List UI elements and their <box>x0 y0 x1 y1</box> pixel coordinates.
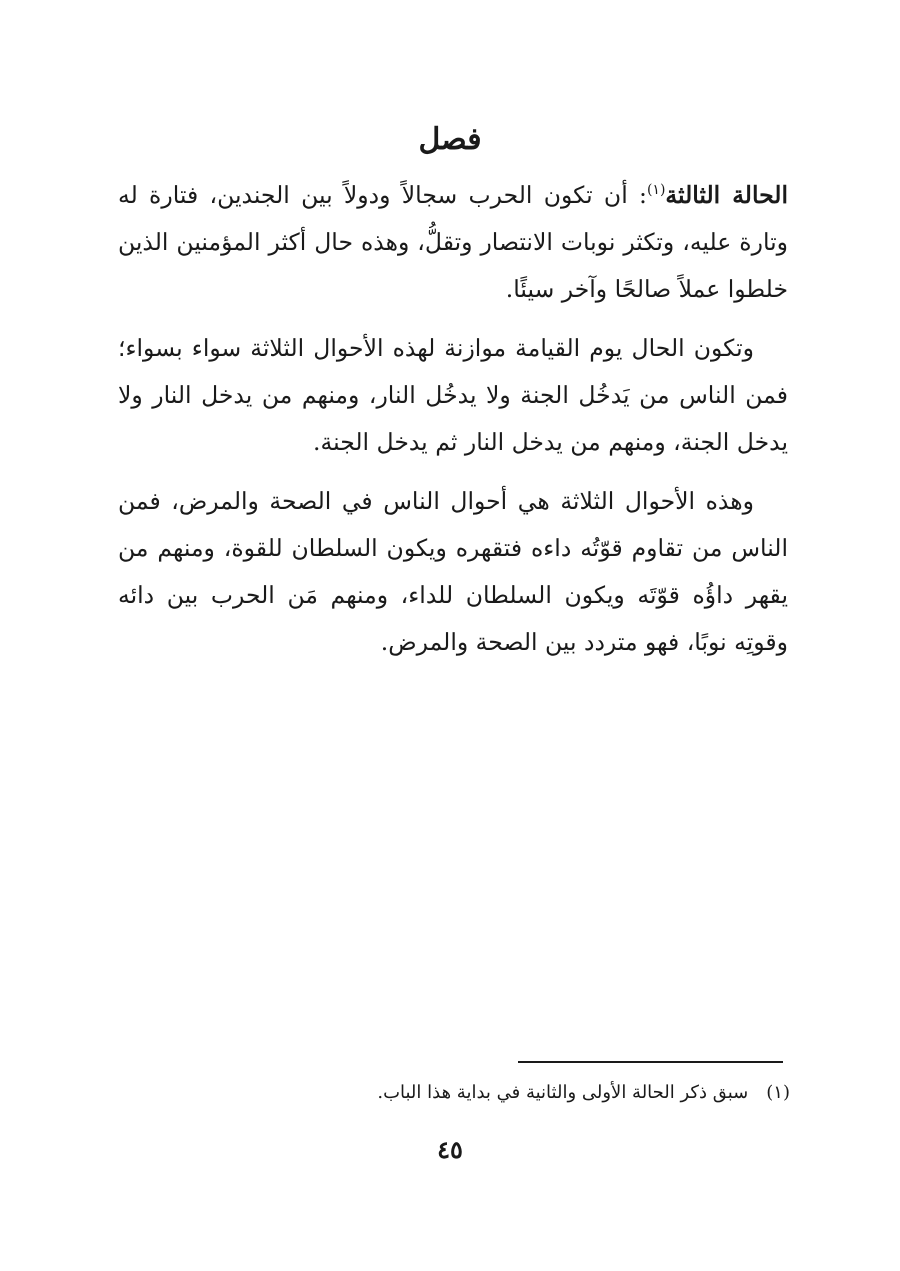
paragraph-3: وهذه الأحوال الثلاثة هي أحوال الناس في الصحة والمرض، فمن الناس من تقاوم قوّتُه داءه فتقهره ويكون السلطان للقوة، ومنهم من يقهر داؤُه قوّتَه ويكون السلطان للداء، ومنهم مَن الحرب بين دائه وقوتِه نوبًا، فهو متردد بين الصحة والمرض. <box>118 487 788 656</box>
page-number: ٤٥ <box>437 1135 463 1164</box>
section-heading: فصل <box>418 122 482 157</box>
footnote-text: سبق ذكر الحالة الأولى والثانية في بداية هذا الباب. <box>377 1082 749 1103</box>
footnote-divider <box>518 1061 783 1063</box>
footnote <box>118 1078 790 1108</box>
paragraph-1 <box>118 172 788 313</box>
case-title: الحالة الثالثة <box>665 181 788 209</box>
footnote-number: (١) <box>766 1082 790 1103</box>
body-text <box>118 172 788 678</box>
paragraph-1-text: : أن تكون الحرب سجالاً ودولاً بين الجندين، فتارة له وتارة عليه، وتكثر نوبات الانتصار وتقلُّ، وهذه حال أكثر المؤمنين الذين خلطوا عملاً صالحًا وآخر سيئًا. <box>118 181 788 303</box>
paragraph-2: وتكون الحال يوم القيامة موازنة لهذه الأحوال الثلاثة سواء بسواء؛ فمن الناس من يَدخُل الجنة ولا يدخُل النار، ومنهم من يدخل النار ولا يدخل الجنة، ومنهم من يدخل النار ثم يدخل الجنة. <box>118 334 788 456</box>
footnote-reference[interactable]: (١) <box>646 182 666 199</box>
